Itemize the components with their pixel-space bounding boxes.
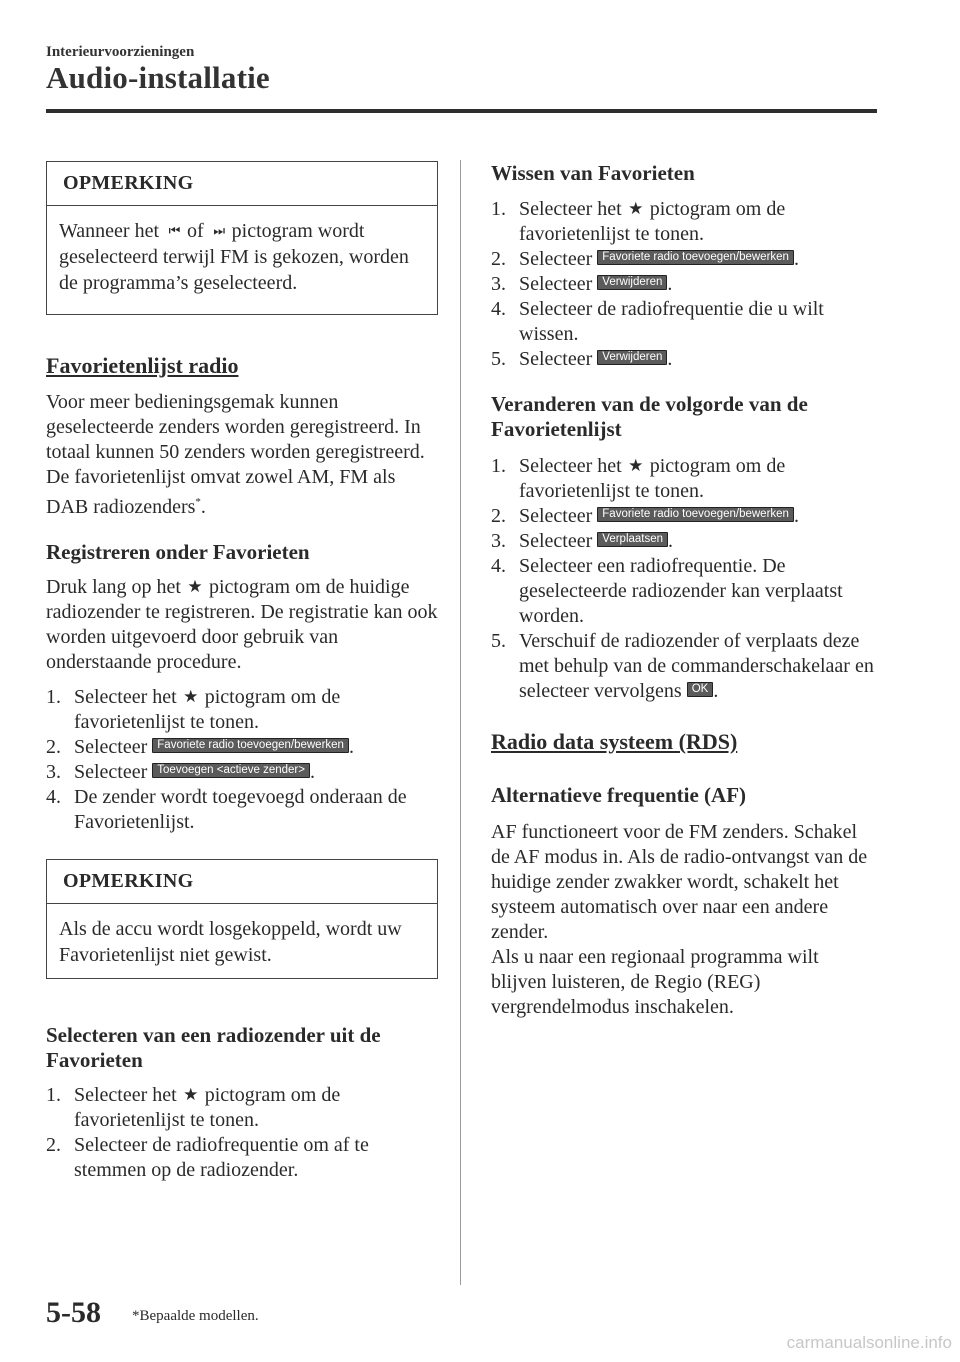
footnote: *Bepaalde modellen. — [132, 1308, 259, 1324]
list-item: 4. Selecteer de radiofrequentie die u wilt wissen. — [491, 298, 824, 345]
previous-track-icon: ⏮ — [168, 223, 178, 238]
list-item: 5. Verschuif de radiozender of verplaats deze met behulp van de commanderschakelaar en selecteer vervolgens OK . — [491, 630, 874, 702]
list-item: 1. Selecteer het ★ pictogram om de favorietenlijst te tonen. — [46, 686, 341, 733]
list-item: 1. Selecteer het ★ pictogram om de favorietenlijst te tonen. — [491, 198, 786, 245]
list-item: 3. Selecteer Toevoegen <actieve zender> . — [46, 761, 315, 783]
note-text: of — [182, 220, 209, 242]
list-item: 4. De zender wordt toegevoegd onderaan de Favorietenlijst. — [46, 786, 407, 833]
list-item: 3. Selecteer Verplaatsen . — [491, 530, 674, 552]
note-box — [46, 859, 438, 979]
favorites-description — [46, 390, 438, 520]
ok-button: OK — [687, 682, 714, 697]
section-heading-rds: Radio data systeem (RDS) — [491, 729, 738, 754]
add-edit-favorite-button: Favoriete radio toevoegen/bewerken — [597, 250, 794, 265]
subheading-select: Selecteren van een radiozender uit de Favorieten — [46, 1023, 381, 1072]
register-intro — [46, 575, 438, 675]
paragraph-text: . — [200, 496, 206, 518]
select-steps — [46, 1083, 438, 1183]
star-icon: ★ — [183, 1085, 199, 1104]
list-item: 4. Selecteer een radiofrequentie. De geselecteerde radiozender kan verplaatst worden. — [491, 555, 843, 627]
register-steps — [46, 685, 438, 835]
paragraph-text: Druk lang op het — [46, 576, 186, 598]
af-paragraph: AF functioneert voor de FM zenders. Schakel de AF modus in. Als de radio-ontvangst van de huidige zender zwakker wordt, schakelt het systeem automatisch over naar een andere zender. — [491, 821, 868, 943]
section-heading-favorites: Favorietenlijst radio — [46, 353, 239, 378]
list-item: 2. Selecteer Favoriete radio toevoegen/bewerken . — [46, 736, 354, 758]
left-column — [46, 161, 438, 1183]
subheading-reorder: Veranderen van de volgorde van de Favorietenlijst — [491, 392, 808, 441]
delete-button: Verwijderen — [597, 275, 667, 290]
paragraph-text: pictogram om de huidige radiozender te registreren. De registratie kan ook worden uitgevoerd door gebruik van onderstaande procedure. — [46, 576, 438, 673]
subheading-af: Alternatieve frequentie (AF) — [491, 783, 747, 807]
page-number: 5-58 — [46, 1296, 101, 1329]
header-rule — [46, 109, 877, 113]
reorder-steps — [491, 454, 876, 704]
delete-steps — [491, 197, 876, 372]
note-title: OPMERKING — [47, 162, 437, 206]
add-active-station-button: Toevoegen <actieve zender> — [152, 763, 310, 778]
add-edit-favorite-button: Favoriete radio toevoegen/bewerken — [597, 507, 794, 522]
next-track-icon: ⏭ — [213, 223, 223, 238]
list-item: 3. Selecteer Verwijderen . — [491, 273, 673, 295]
subheading-register: Registreren onder Favorieten — [46, 540, 310, 564]
note-text: Wanneer het — [59, 220, 164, 242]
list-item: 2. Selecteer de radiofrequentie om af te stemmen op de radiozender. — [46, 1134, 369, 1181]
section-title: Interieurvoorzieningen — [46, 44, 195, 60]
note-box — [46, 161, 438, 315]
paragraph-text: Voor meer bedieningsgemak kunnen geselecteerde zenders worden geregistreerd. In totaal kunnen 50 zenders worden geregistreerd. De favorietenlijst omvat zowel AM, FM als DAB radiozenders — [46, 391, 425, 518]
chapter-title: Audio-installatie — [46, 60, 270, 95]
list-item: 1. Selecteer het ★ pictogram om de favorietenlijst te tonen. — [491, 455, 786, 502]
delete-button: Verwijderen — [597, 350, 667, 365]
right-column — [491, 161, 876, 1020]
note-title: OPMERKING — [47, 860, 437, 904]
star-icon: ★ — [628, 456, 644, 475]
list-item: 1. Selecteer het ★ pictogram om de favorietenlijst te tonen. — [46, 1084, 341, 1131]
move-button: Verplaatsen — [597, 532, 668, 547]
list-item: 2. Selecteer Favoriete radio toevoegen/bewerken . — [491, 505, 799, 527]
note-body — [47, 206, 437, 312]
list-item: 5. Selecteer Verwijderen . — [491, 348, 673, 370]
af-paragraph: Als u naar een regionaal programma wilt blijven luisteren, de Regio (REG) vergrendelmodus inschakelen. — [491, 946, 819, 1018]
star-icon: ★ — [187, 577, 203, 596]
add-edit-favorite-button: Favoriete radio toevoegen/bewerken — [152, 738, 349, 753]
list-item: 2. Selecteer Favoriete radio toevoegen/bewerken . — [491, 248, 799, 270]
watermark: carmanualsonline.info — [786, 1333, 952, 1352]
note-text: pictogram wordt geselecteerd terwijl FM is gekozen, worden de programma’s geselecteerd. — [59, 220, 409, 294]
note-body: Als de accu wordt losgekoppeld, wordt uw Favorietenlijst niet gewist. — [59, 918, 402, 966]
column-divider — [460, 160, 461, 1285]
star-icon: ★ — [183, 687, 199, 706]
subheading-delete: Wissen van Favorieten — [491, 161, 695, 185]
footnote-marker: * — [195, 496, 201, 508]
star-icon: ★ — [628, 199, 644, 218]
